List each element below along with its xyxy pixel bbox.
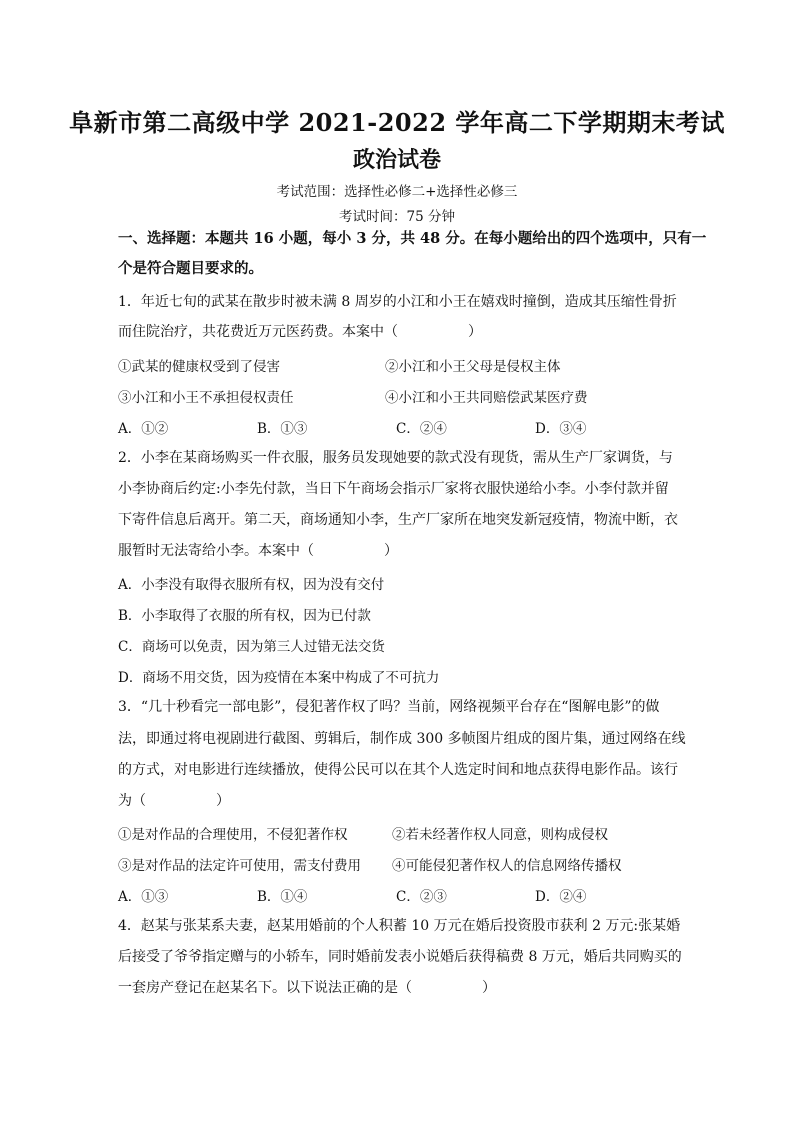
q3-stem-line-2: 法，即通过将电视剧进行截图、剪辑后，制作成 300 多帧图片组成的图片集，通过网络在线	[118, 731, 686, 747]
q1-statement-1: ①武某的健康权受到了侵害	[118, 359, 280, 375]
q1-statement-3: ③小江和小王不承担侵权责任	[118, 390, 294, 406]
q3-statement-1: ①是对作品的合理使用，不侵犯著作权	[118, 827, 348, 843]
q3-option-b: B．①④	[257, 889, 308, 905]
q2-option-c: C．商场可以免责，因为第三人过错无法交货	[118, 639, 385, 655]
exam-time: 考试时间：75 分钟	[339, 209, 455, 225]
q3-stem-line-4: 为（ ）	[118, 793, 230, 809]
q1-option-c: C．②④	[396, 421, 447, 437]
q3-statement-3: ③是对作品的法定许可使用，需支付费用	[118, 858, 361, 874]
q2-option-a: A．小李没有取得衣服所有权，因为没有交付	[118, 577, 385, 593]
q3-option-c: C．②③	[396, 889, 447, 905]
exam-title: 阜新市第二高级中学 2021-2022 学年高二下学期期末考试	[69, 108, 725, 137]
q1-statement-2: ②小江和小王父母是侵权主体	[385, 359, 561, 375]
q2-stem-line-4: 服暂时无法寄给小李。本案中（ ）	[118, 543, 398, 559]
section-instructions-line-1: 一、选择题：本题共 16 小题，每小 3 分，共 48 分。在每小题给出的四个选项中，只有一	[118, 230, 707, 247]
q2-option-d: D．商场不用交货，因为疫情在本案中构成了不可抗力	[118, 670, 440, 686]
q3-stem-line-1: 3．“几十秒看完一部电影”，侵犯著作权了吗？当前，网络视频平台存在“图解电影”的做	[118, 699, 660, 715]
q4-stem-line-2: 后接受了爷爷指定赠与的小轿车，同时婚前发表小说婚后获得稿费 8 万元，婚后共同购买的	[118, 949, 682, 965]
q1-stem-line-1: 1．年近七旬的武某在散步时被未满 8 周岁的小江和小王在嬉戏时撞倒，造成其压缩性骨折	[118, 294, 677, 310]
q1-option-a: A．①②	[118, 421, 169, 437]
q3-statement-2: ②若未经著作权人同意，则构成侵权	[392, 827, 608, 843]
q3-option-a: A．①③	[118, 889, 169, 905]
q3-statement-4: ④可能侵犯著作权人的信息网络传播权	[392, 858, 622, 874]
exam-subject: 政治试卷	[352, 147, 441, 173]
q4-stem-line-3: 一套房产登记在赵某名下。以下说法正确的是（ ）	[118, 980, 496, 996]
q1-stem-line-2: 而住院治疗，共花费近万元医药费。本案中（ ）	[118, 324, 482, 340]
q2-option-b: B．小李取得了衣服的所有权，因为已付款	[118, 608, 371, 624]
q4-stem-line-1: 4．赵某与张某系夫妻，赵某用婚前的个人积蓄 10 万元在婚后投资股市获利 2 万元:张某婚	[118, 918, 681, 934]
q1-option-b: B．①③	[257, 421, 308, 437]
q1-option-d: D．③④	[535, 421, 587, 437]
q2-stem-line-2: 小李协商后约定:小李先付款，当日下午商场会指示厂家将衣服快递给小李。小李付款并留	[118, 481, 669, 497]
exam-scope: 考试范围：选择性必修二+选择性必修三	[276, 184, 518, 200]
q2-stem-line-3: 下寄件信息后离开。第二天，商场通知小李，生产厂家所在地突发新冠疫情，物流中断，衣	[118, 512, 678, 528]
section-instructions-line-2: 个是符合题目要求的。	[118, 260, 263, 277]
q1-statement-4: ④小江和小王共同赔偿武某医疗费	[385, 390, 588, 406]
q2-stem-line-1: 2．小李在某商场购买一件衣服，服务员发现她要的款式没有现货，需从生产厂家调货，与	[118, 450, 673, 466]
q3-option-d: D．②④	[535, 889, 587, 905]
q3-stem-line-3: 的方式，对电影进行连续播放，使得公民可以在其个人选定时间和地点获得电影作品。该行	[118, 762, 678, 778]
